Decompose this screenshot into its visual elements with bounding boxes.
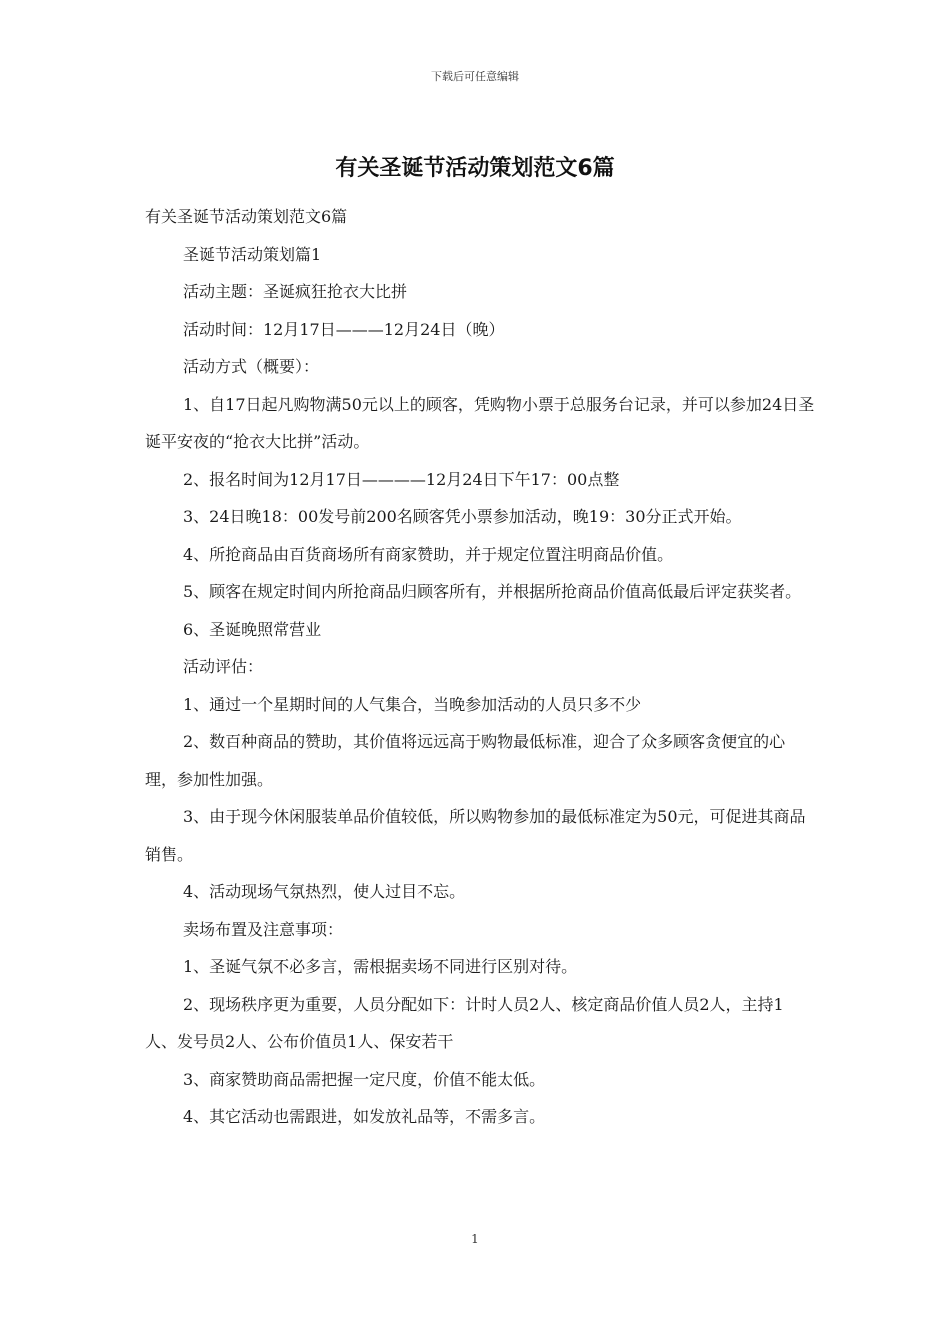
paragraph-layout-heading: 卖场布置及注意事项：: [183, 919, 344, 939]
paragraph-layout-item-1: 1、圣诞气氛不必多言，需根据卖场不同进行区别对待。: [183, 957, 578, 976]
paragraph-method-item-2: 2、报名时间为12月17日————12月24日下午17：00点整: [183, 469, 620, 489]
paragraph-layout-item-4: 4、其它活动也需跟进，如发放礼品等，不需多言。: [183, 1107, 546, 1126]
paragraph-evaluation-item-1: 1、通过一个星期时间的人气集合，当晚参加活动的人员只多不少: [183, 694, 642, 714]
paragraph-evaluation-heading: 活动评估：: [183, 657, 264, 676]
paragraph-method-item-1: 1、自17日起凡购物满50元以上的顾客，凭购物小票于总服务台记录，并可以参加24日圣诞平安夜的“抢衣大比拼”活动。: [145, 394, 815, 451]
paragraph-activity-time: 活动时间：12月17日———12月24日（晚）: [183, 319, 505, 339]
page-number: 1: [471, 1232, 479, 1246]
paragraph-section-heading: 圣诞节活动策划篇1: [183, 244, 322, 264]
paragraph-method-item-6: 6、圣诞晚照常营业: [183, 619, 322, 639]
paragraph-method-item-3: 3、24日晚18：00发号前200名顾客凭小票参加活动，晚19：30分正式开始。: [183, 507, 742, 526]
paragraph-method-item-4: 4、所抢商品由百货商场所有商家赞助，并于规定位置注明商品价值。: [183, 544, 674, 564]
document-body: [145, 198, 815, 1136]
paragraph-evaluation-item-3: 3、由于现今休闲服装单品价值较低，所以购物参加的最低标准定为50元，可促进其商品销售。: [145, 807, 806, 864]
paragraph-evaluation-item-2: 2、数百种商品的赞助，其价值将远远高于购物最低标准，迎合了众多顾客贪便宜的心理，参加性加强。: [145, 732, 786, 789]
paragraph-subtitle: 有关圣诞节活动策划范文6篇: [145, 207, 348, 226]
document-title: 有关圣诞节活动策划范文6篇: [335, 156, 615, 181]
paragraph-activity-method: 活动方式（概要）：: [183, 357, 320, 376]
header-note: 下载后可任意编辑: [431, 70, 519, 83]
paragraph-activity-theme: 活动主题：圣诞疯狂抢衣大比拼: [183, 282, 408, 301]
paragraph-layout-item-2: 2、现场秩序更为重要，人员分配如下：计时人员2人、核定商品价值人员2人，主持1人、发号员2人、公布价值员1人、保安若干: [145, 994, 784, 1051]
paragraph-evaluation-item-4: 4、活动现场气氛热烈，使人过目不忘。: [183, 882, 466, 901]
paragraph-layout-item-3: 3、商家赞助商品需把握一定尺度，价值不能太低。: [183, 1069, 546, 1089]
paragraph-method-item-5: 5、顾客在规定时间内所抢商品归顾客所有，并根据所抢商品价值高低最后评定获奖者。: [183, 582, 802, 601]
